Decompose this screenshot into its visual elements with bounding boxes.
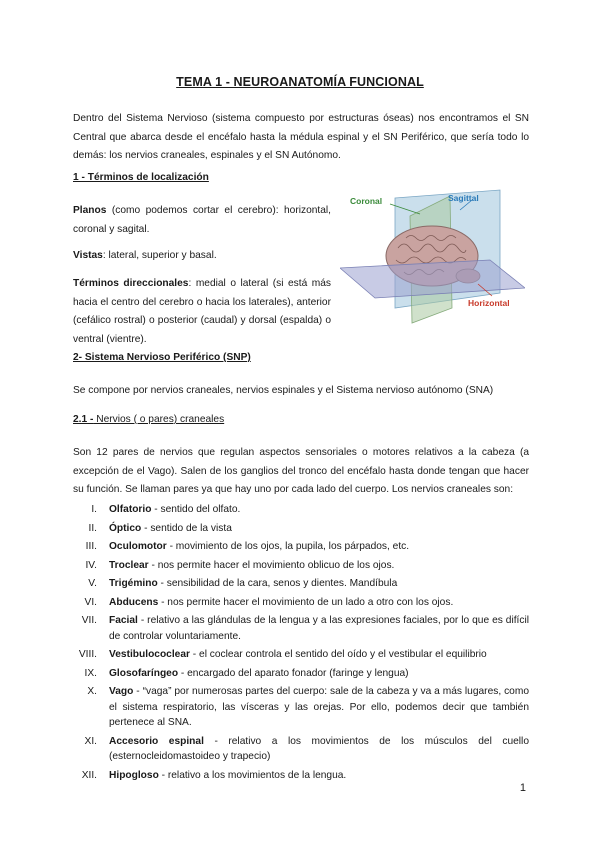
nerve-description: - sensibilidad de la cara, senos y dientes. Mandíbula: [157, 578, 398, 589]
nerve-name: Óptico: [109, 522, 142, 534]
nerve-description: - relativo a los movimientos de los músculos del cuello (esternocleidomastoideo y trapecio): [109, 735, 529, 762]
planos-label: Planos: [73, 205, 107, 216]
section-2-1-heading: [73, 414, 224, 425]
nerve-number: XII.: [81, 769, 97, 781]
horizontal-label: Horizontal: [468, 298, 510, 308]
planos-paragraph: [73, 202, 331, 239]
nerve-number: VIII.: [78, 649, 97, 660]
intro-paragraph: Dentro del Sistema Nervioso (sistema compuesto por estructuras óseas) nos encontramos el SN Central que abarca desde el encéfalo hasta la médula espinal y el SN Periférico, que sería todo lo demás: los nervios craneales, espinales y el SN Autónomo.: [73, 113, 529, 161]
nerve-name: Accesorio espinal: [109, 735, 204, 747]
nerve-number: III.: [85, 541, 97, 552]
section-1-heading: 1 - Términos de localización: [73, 172, 209, 183]
sagittal-label: Sagittal: [448, 193, 479, 203]
terminos-label: Términos direccionales: [73, 278, 189, 289]
nerve-number: I.: [91, 504, 97, 515]
nerve-name: Facial: [109, 615, 138, 626]
nerve-name: Troclear: [109, 559, 149, 571]
nerve-number: IV.: [85, 559, 97, 571]
nerve-description: - nos permite hacer el movimiento oblicuo de los ojos.: [148, 559, 395, 571]
vistas-text: : lateral, superior y basal.: [102, 250, 217, 261]
terminos-text: : medial o lateral (si está más hacia el centro del cerebro o hacia los laterales), anterior (cefálico rostral) o posterior (caudal) y dorsal (espalda) o ventral (vientre).: [73, 278, 331, 345]
nerve-list-item: [73, 539, 529, 555]
nerve-list-item: [73, 734, 529, 765]
nerve-list-item: [73, 666, 529, 682]
coronal-label: Coronal: [350, 196, 383, 206]
section-2-heading: 2- Sistema Nervioso Periférico (SNP): [73, 352, 251, 363]
nerve-list-item: [73, 613, 529, 644]
nerve-number: VII.: [81, 615, 97, 626]
nerve-list-item: [73, 647, 529, 663]
planos-text: (como podemos cortar el cerebro): horizontal, coronal y sagital.: [73, 205, 331, 235]
section-2-1-text: Son 12 pares de nervios que regulan aspectos sensoriales o motores relativos a la cabeza (a excepción de el Vago). Salen de los ganglios del tronco del encéfalo hasta donde tengan que hacer su función. Se llaman pares ya que hay uno por cada lado del cuerpo. Los nervios craneales son:: [73, 447, 529, 495]
nerve-description: - “vaga” por numerosas partes del cuerpo: sale de la cabeza y va a más lugares, como el sistema respiratorio, las vísceras y las orejas. Por ello, podemos decir que también pertenece al SNA.: [109, 686, 529, 728]
nerve-description: - relativo a los movimientos de la lengua.: [158, 769, 347, 781]
nerve-name: Oculomotor: [109, 541, 167, 552]
nerve-description: - movimiento de los ojos, la pupila, los párpados, etc.: [166, 541, 410, 552]
nerve-name: Glosofaríngeo: [109, 667, 179, 679]
nerve-list-item: [73, 684, 529, 731]
nerve-description: - sentido del olfato.: [151, 504, 241, 515]
vistas-paragraph: [73, 247, 331, 266]
section-2-1-title: Nervios ( o pares) craneales: [93, 414, 225, 425]
nerve-list-item: [73, 502, 529, 518]
nerve-description: - el coclear controla el sentido del oído y el vestibular el equilibrio: [189, 649, 487, 660]
brain-planes-figure: [340, 188, 525, 328]
nerve-description: - nos permite hacer el movimiento de un lado a otro con los ojos.: [158, 596, 454, 608]
nerve-list-item: [73, 576, 529, 592]
nerve-description: - encargado del aparato fonador (faringe y lengua): [178, 667, 409, 679]
nerve-name: Vestibulococlear: [109, 649, 190, 660]
terminos-paragraph: [73, 275, 331, 349]
cranial-nerves-list: [73, 502, 529, 786]
nerve-number: IX.: [84, 667, 97, 679]
nerve-name: Olfatorio: [109, 504, 152, 515]
section-2-1-number: 2.1 -: [73, 414, 94, 425]
page-number: 1: [519, 782, 526, 794]
nerve-description: - sentido de la vista: [141, 522, 232, 534]
nerve-description: - relativo a las glándulas de la lengua y a las expresiones faciales, por lo que es difícil de controlar voluntariamente.: [109, 615, 529, 642]
section-2-text: Se compone por nervios craneales, nervios espinales y el Sistema nervioso autónomo (SNA): [73, 385, 494, 396]
nerve-number: XI.: [84, 735, 97, 747]
nerve-list-item: [73, 768, 529, 784]
vistas-label: Vistas: [73, 250, 103, 261]
nerve-name: Vago: [109, 686, 134, 697]
page-title: TEMA 1 - NEUROANATOMÍA FUNCIONAL: [176, 75, 424, 89]
nerve-number: V.: [88, 578, 97, 589]
nerve-name: Trigémino: [109, 578, 158, 589]
nerve-list-item: [73, 595, 529, 611]
nerve-list-item: [73, 521, 529, 537]
nerve-number: VI.: [84, 596, 97, 608]
nerve-name: Abducens: [109, 596, 159, 608]
nerve-name: Hipogloso: [109, 769, 159, 781]
nerve-number: X.: [87, 686, 97, 697]
nerve-list-item: [73, 558, 529, 574]
nerve-number: II.: [88, 522, 97, 534]
